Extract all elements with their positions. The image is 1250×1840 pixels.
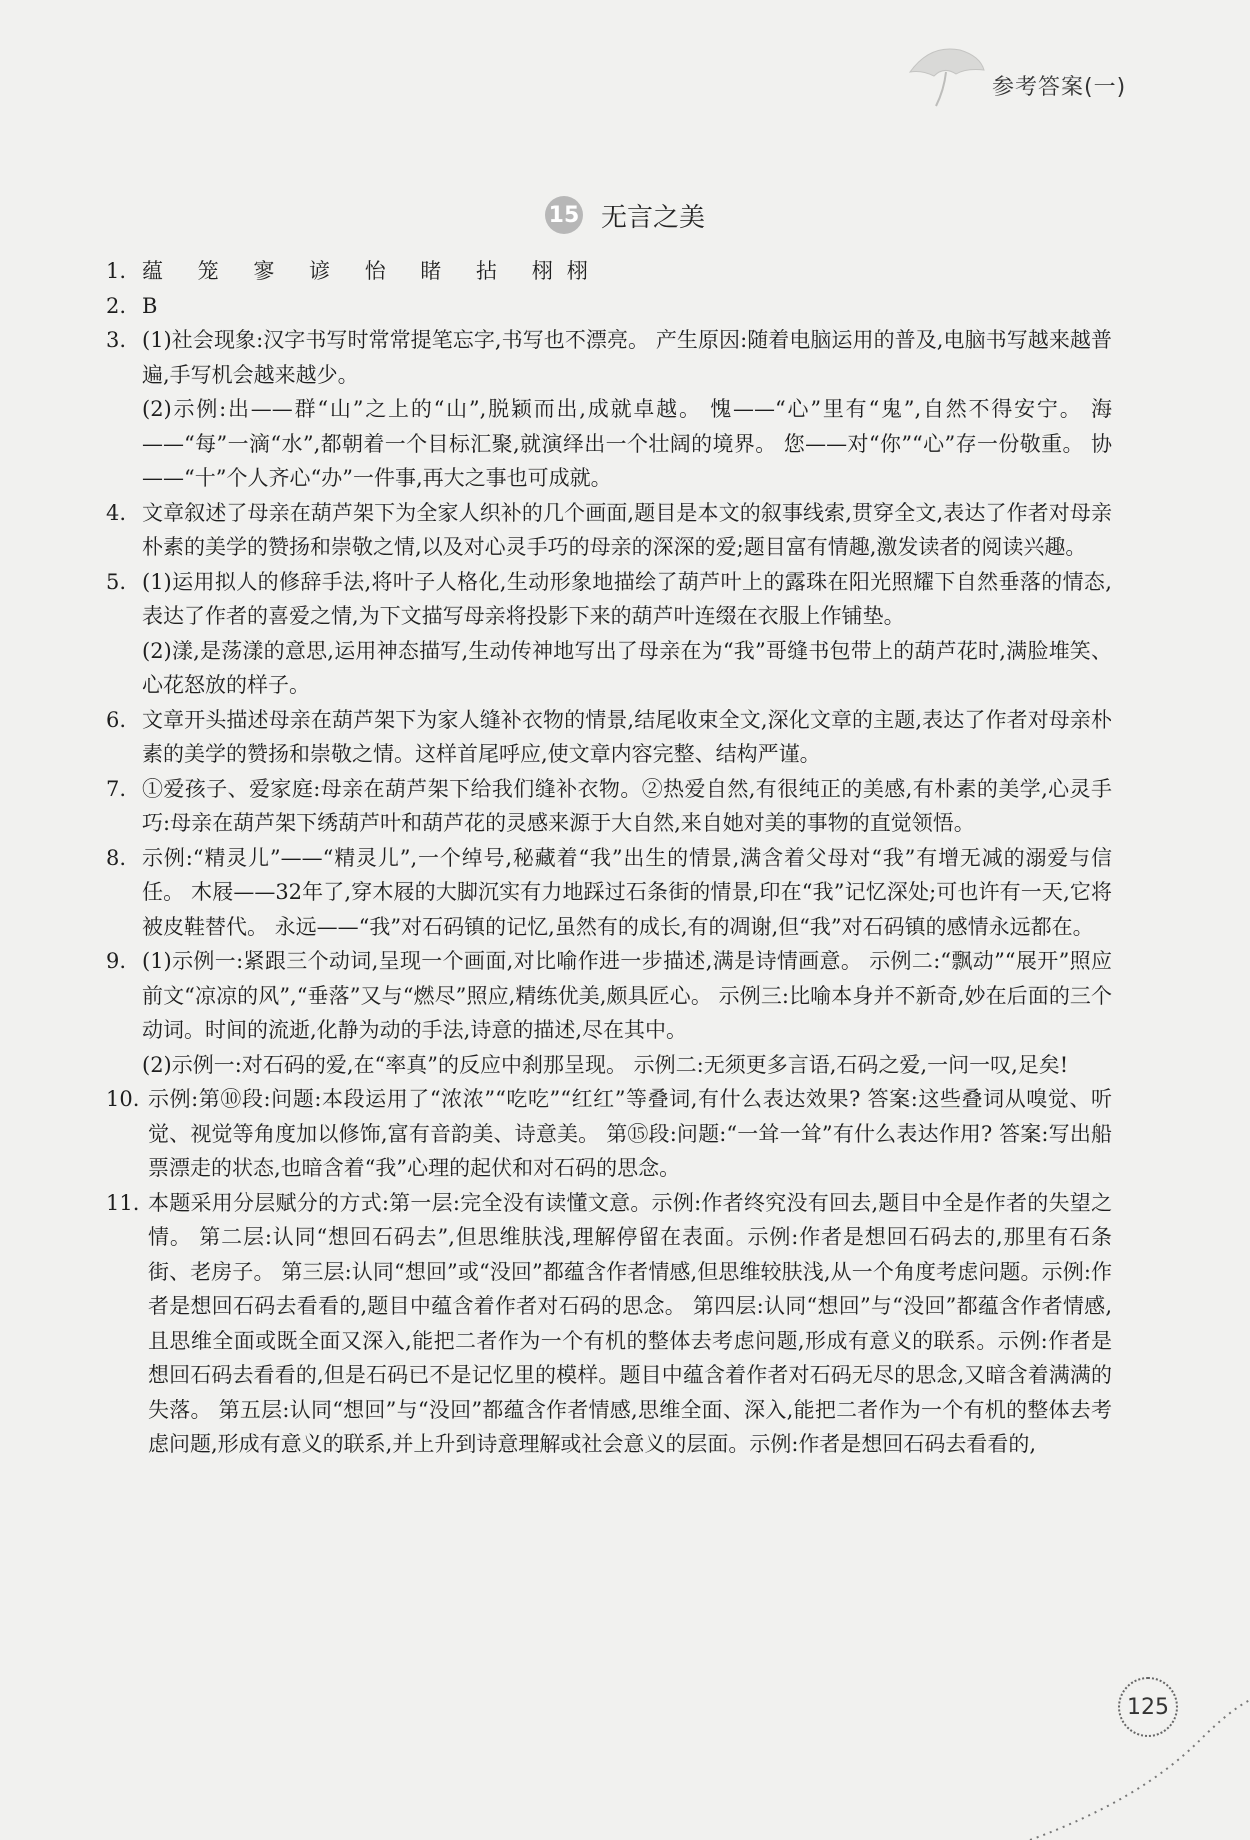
answer-item-6 [106,703,1112,772]
answer-list [106,254,1112,1462]
answer-item-1 [106,254,1112,289]
answer-text: 示例:第⑩段:问题:本段运用了“浓浓”“吃吃”“红红”等叠词,有什么表达效果? 答案:这些叠词从嗅觉、听觉、视觉等角度加以修饰,富有音韵美、诗意美。 第⑮段:问题:“一耸一耸”有什么表达作用? 答案:写出船票漂走的状态,也暗含着“我”心理的起伏和对石码的思念。 [148,1087,1112,1180]
answer-item-9 [106,944,1112,1082]
answer-item-10 [106,1082,1112,1186]
answer-text: 文章叙述了母亲在葫芦架下为全家人织补的几个画面,题目是本文的叙事线索,贯穿全文,表达了作者对母亲朴素的美学的赞扬和崇敬之情,以及对心灵手巧的母亲的深深的爱;题目富有情趣,激发读者的阅读兴趣。 [142,500,1112,559]
answer-item-3 [106,323,1112,496]
answer-number: 9. [106,949,127,973]
answer-number: 1. [106,259,127,283]
answer-text: B [142,293,158,318]
answer-number: 3. [106,328,127,352]
answer-text: 蕴 笼 寥 谚 怡 睹 拈 栩栩 [142,259,602,283]
answer-number: 8. [106,845,127,870]
answer-text: 本题采用分层赋分的方式:第一层:完全没有读懂文意。示例:作者终究没有回去,题目中全是作者的失望之情。 第二层:认同“想回石码去”,但思维肤浅,理解停留在表面。示例:作者是想回石码去的,那里有石条街、老房子。 第三层:认同“想回”或“没回”都蕴含作者情感,但思维较肤浅,从一个角度考虑问题。示例:作者是想回石码去看看的,题目中蕴含着作者对石码的思念。 第四层:认同“想回”与“没回”都蕴含作者情感,且思维全面或既全面又深入,能把二者作为一个有机的整体去考虑问题,形成有意义的联系。示例:作者是想回石码去看看的,但是石码已不是记忆里的模样。题目中蕴含着作者对石码无尽的思念,又暗含着满满的失落。 第五层:认同“想回”与“没回”都蕴含作者情感,思维全面、深入,能把二者作为一个有机的整体去考虑问题,形成有意义的联系,并上升到诗意理解或社会意义的层面。示例:作者是想回石码去看看的, [148,1190,1112,1456]
page-header [900,42,1160,132]
ginkgo-leaf-icon [900,42,990,112]
page-number: 125 [1118,1677,1178,1737]
answer-part: (2)漾,是荡漾的意思,运用神态描写,生动传神地写出了母亲在为“我”哥缝书包带上的葫芦花时,满脸堆笑、心花怒放的样子。 [142,638,1112,697]
answer-number: 5. [106,569,127,594]
section-number-badge: 15 [545,196,583,234]
answer-part: (2)示例一:对石码的爱,在“率真”的反应中刹那呈现。 示例二:无须更多言语,石码之爱,一问一叹,足矣! [142,1052,1069,1077]
answer-item-7 [106,772,1112,841]
header-title: 参考答案(一) [992,75,1127,100]
answer-item-2 [106,289,1112,324]
section-heading [0,196,1250,234]
answer-number: 10. [106,1087,140,1111]
answer-item-8 [106,841,1112,945]
section-title: 无言之美 [600,202,705,233]
answer-number: 6. [106,707,127,732]
answer-text: 文章开头描述母亲在葫芦架下为家人缝补衣物的情景,结尾收束全文,深化文章的主题,表达了作者对母亲朴素的美学的赞扬和崇敬之情。这样首尾呼应,使文章内容完整、结构严谨。 [142,707,1112,766]
answer-number: 4. [106,500,127,525]
answer-item-11 [106,1186,1112,1462]
answer-part: (1)运用拟人的修辞手法,将叶子人格化,生动形象地描绘了葫芦叶上的露珠在阳光照耀下自然垂落的情态,表达了作者的喜爱之情,为下文描写母亲将投影下来的葫芦叶连缀在衣服上作铺垫。 [142,569,1112,628]
answer-number: 7. [106,776,127,801]
answer-text: 示例:“精灵儿”——“精灵儿”,一个绰号,秘藏着“我”出生的情景,满含着父母对“我”有增无减的溺爱与信任。 木屐——32年了,穿木屐的大脚沉实有力地踩过石条街的情景,印在“我”记忆深处;可也许有一天,它将被皮鞋替代。 永远——“我”对石码镇的记忆,虽然有的成长,有的凋谢,但“我”对石码镇的感情永远都在。 [142,845,1112,939]
answer-part: (2)示例:出——群“山”之上的“山”,脱颖而出,成就卓越。 愧——“心”里有“鬼”,自然不得安宁。 海——“每”一滴“水”,都朝着一个目标汇聚,就演绎出一个壮阔的境界。 您——对“你”“心”存一份敬重。 协——“十”个人齐心“办”一件事,再大之事也可成就。 [142,397,1112,490]
answer-item-4 [106,496,1112,565]
answer-part: (1)社会现象:汉字书写时常常提笔忘字,书写也不漂亮。 产生原因:随着电脑运用的普及,电脑书写越来越普遍,手写机会越来越少。 [142,328,1112,387]
answer-part: (1)示例一:紧跟三个动词,呈现一个画面,对比喻作进一步描述,满是诗情画意。 示例二:“飘动”“展开”照应前文“凉凉的风”,“垂落”又与“燃尽”照应,精练优美,颇具匠心。 示例三:比喻本身并不新奇,妙在后面的三个动词。时间的流逝,化静为动的手法,诗意的描述,尽在其中。 [142,949,1112,1042]
answer-item-5 [106,565,1112,703]
answer-text: ①爱孩子、爱家庭:母亲在葫芦架下给我们缝补衣物。②热爱自然,有很纯正的美感,有朴素的美学,心灵手巧:母亲在葫芦架下绣葫芦叶和葫芦花的灵感来源于大自然,来自她对美的事物的直觉领悟。 [142,776,1112,835]
answer-number: 11. [106,1190,140,1215]
answer-number: 2. [106,293,127,318]
